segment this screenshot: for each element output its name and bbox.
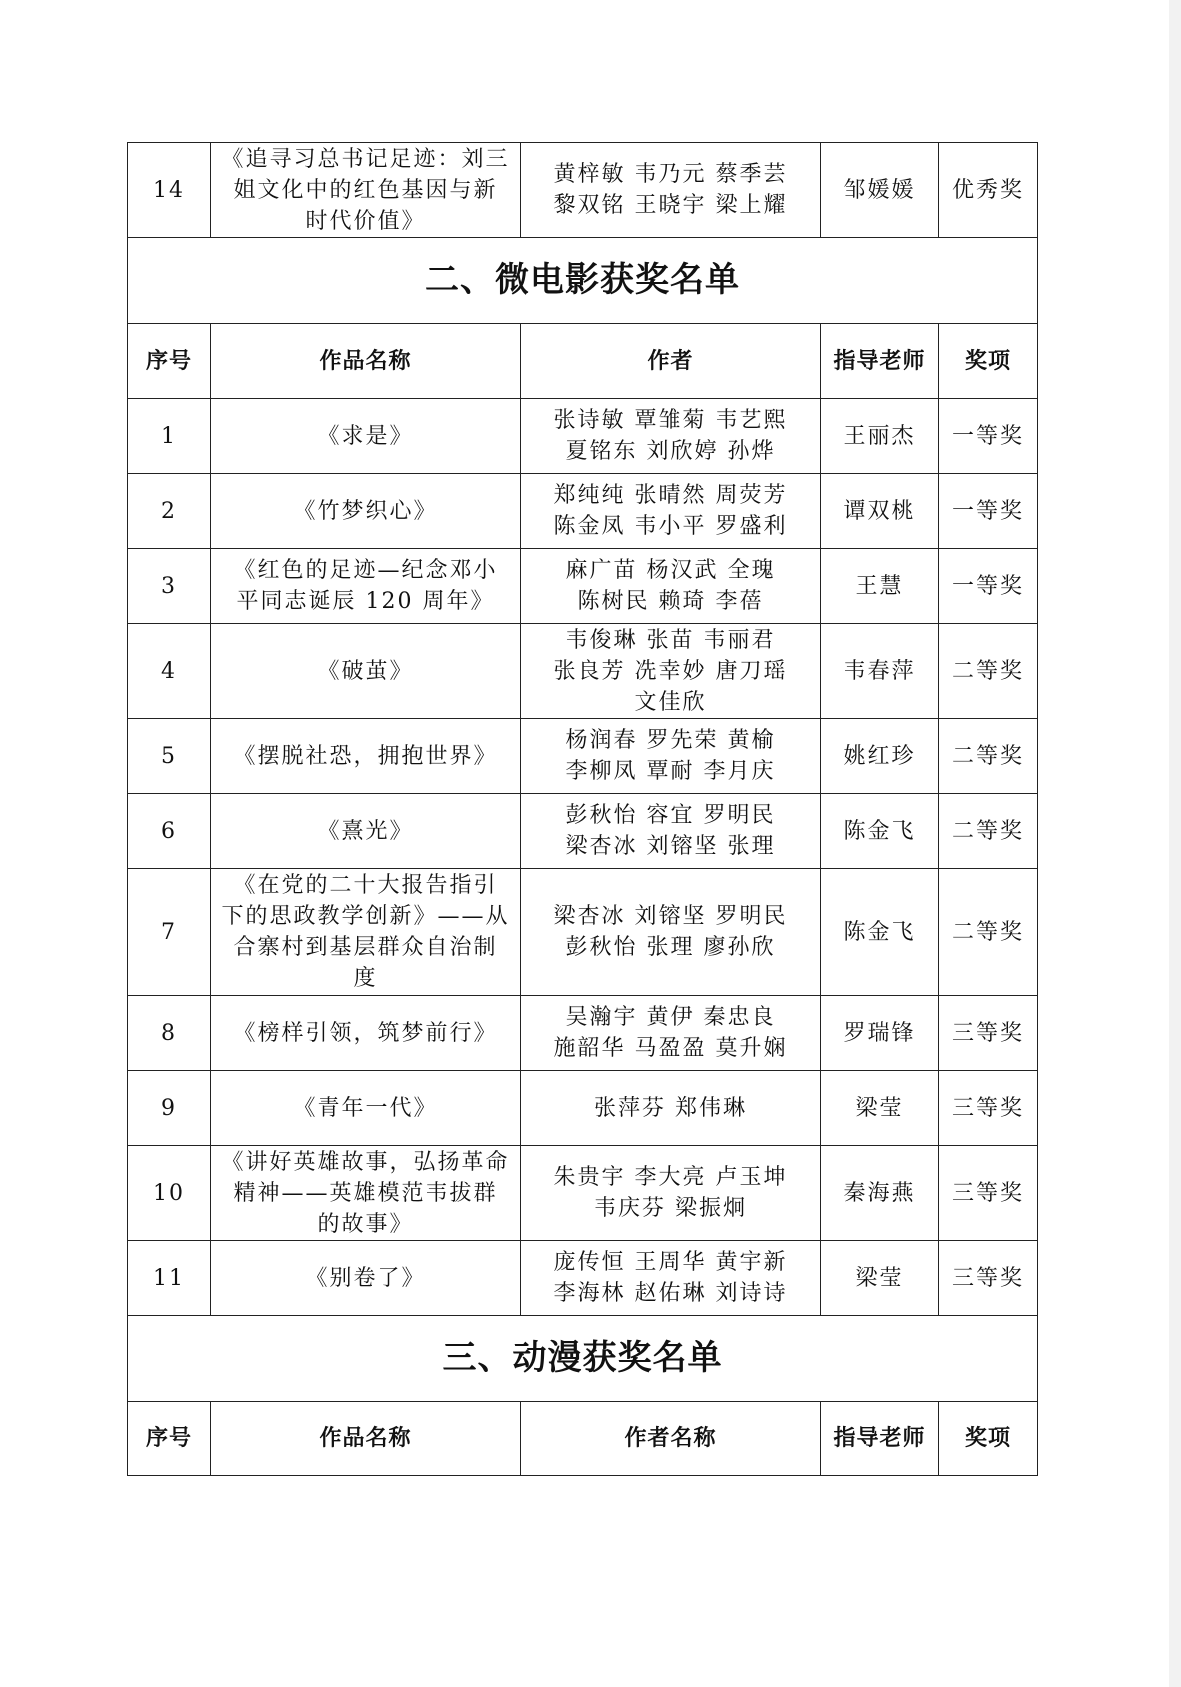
authors-line: 陈金凤 韦小平 罗盛利 [553, 514, 788, 539]
row-number: 14 [128, 143, 211, 238]
row-number: 3 [128, 549, 211, 624]
authors-line: 张诗敏 覃雏菊 韦艺熙 [553, 408, 788, 433]
authors-line: 张良芳 冼幸妙 唐刀瑶 [553, 658, 788, 684]
award-level: 三等奖 [939, 1146, 1038, 1241]
advisor: 韦春萍 [821, 624, 939, 719]
authors-line: 郑纯纯 张晴然 周荧芳 [553, 483, 788, 508]
authors-line: 庞传恒 王周华 黄宇新 [553, 1250, 788, 1275]
work-title-line: 姐文化中的红色基因与新 [233, 177, 498, 203]
header-award: 奖项 [939, 1402, 1038, 1476]
authors [521, 869, 821, 996]
work-title [211, 869, 521, 996]
header-work-title: 作品名称 [211, 324, 521, 399]
header-authors: 作者 [521, 324, 821, 399]
authors-line: 彭秋怡 张理 廖孙欣 [565, 935, 776, 960]
authors-line: 施韶华 马盈盈 莫升娴 [553, 1036, 788, 1061]
authors-line: 吴瀚宇 黄伊 秦忠良 [565, 1005, 776, 1030]
work-title-line: 《破茧》 [317, 658, 414, 684]
advisor: 陈金飞 [821, 869, 939, 996]
authors-line: 麻广苗 杨汉武 全瑰 [565, 558, 776, 583]
page-margin [1169, 0, 1181, 1687]
award-level: 三等奖 [939, 1241, 1038, 1316]
work-title-line: 合寨村到基层群众自治制 [233, 935, 498, 960]
header-work-title: 作品名称 [211, 1402, 521, 1476]
authors-line: 陈树民 赖琦 李蓓 [577, 589, 764, 614]
advisor: 姚红珍 [821, 719, 939, 794]
authors-line: 彭秋怡 容宜 罗明民 [565, 803, 776, 828]
header-row [128, 1402, 1038, 1476]
advisor: 陈金飞 [821, 794, 939, 869]
advisor: 王丽杰 [821, 399, 939, 474]
work-title-line: 《红色的足迹—纪念邓小 [233, 558, 498, 583]
work-title [211, 1241, 521, 1316]
work-title [211, 996, 521, 1071]
table-row [128, 399, 1038, 474]
work-title [211, 719, 521, 794]
header-advisor: 指导老师 [821, 324, 939, 399]
work-title-line: 《在党的二十大报告指引 [233, 873, 498, 898]
authors [521, 474, 821, 549]
work-title [211, 624, 521, 719]
row-number: 6 [128, 794, 211, 869]
work-title [211, 794, 521, 869]
authors [521, 1146, 821, 1241]
work-title-line: 《追寻习总书记足迹：刘三 [221, 146, 510, 172]
award-level: 三等奖 [939, 1071, 1038, 1146]
authors [521, 996, 821, 1071]
row-number: 11 [128, 1241, 211, 1316]
awards-table [127, 142, 1038, 1476]
work-title-line: 《榜样引领，筑梦前行》 [233, 1020, 498, 1046]
table-row [128, 869, 1038, 996]
section-heading-row [128, 1316, 1038, 1402]
award-level: 二等奖 [939, 624, 1038, 719]
section-heading-row [128, 238, 1038, 324]
row-number: 7 [128, 869, 211, 996]
table-row [128, 719, 1038, 794]
work-title-line: 《青年一代》 [293, 1095, 438, 1121]
header-row [128, 324, 1038, 399]
header-advisor: 指导老师 [821, 1402, 939, 1476]
award-level: 二等奖 [939, 794, 1038, 869]
advisor: 秦海燕 [821, 1146, 939, 1241]
authors-line: 杨润春 罗先荣 黄榆 [565, 728, 776, 753]
advisor: 谭双桃 [821, 474, 939, 549]
row-number: 9 [128, 1071, 211, 1146]
authors-line: 韦庆芬 梁振炯 [594, 1196, 747, 1221]
authors [521, 1241, 821, 1316]
work-title-line: 《别卷了》 [305, 1265, 426, 1291]
advisor: 梁莹 [821, 1071, 939, 1146]
award-level: 三等奖 [939, 996, 1038, 1071]
authors [521, 1071, 821, 1146]
header-author-names: 作者名称 [521, 1402, 821, 1476]
work-title [211, 399, 521, 474]
work-title [211, 1071, 521, 1146]
table-row [128, 996, 1038, 1071]
work-title-line: 时代价值》 [305, 208, 426, 234]
award-level: 一等奖 [939, 399, 1038, 474]
work-title-line: 《熹光》 [317, 818, 414, 844]
table-row [128, 624, 1038, 719]
award-level: 二等奖 [939, 869, 1038, 996]
work-title-line: 精神——英雄模范韦拔群 [233, 1180, 498, 1206]
authors-line: 韦俊琳 张苗 韦丽君 [565, 627, 776, 653]
authors-line: 李柳凤 覃耐 李月庆 [565, 759, 776, 784]
work-title-line: 平同志诞辰 120 周年》 [236, 589, 495, 614]
authors [521, 143, 821, 238]
authors [521, 399, 821, 474]
section-title-animation: 三、动漫获奖名单 [128, 1316, 1038, 1402]
authors-line: 朱贵宇 李大亮 卢玉坤 [553, 1165, 788, 1190]
authors-line: 夏铭东 刘欣婷 孙烨 [565, 439, 776, 464]
table-row [128, 549, 1038, 624]
work-title [211, 1146, 521, 1241]
authors [521, 624, 821, 719]
authors-line: 黎双铭 王晓宇 梁上耀 [553, 193, 788, 218]
authors-line: 张萍芬 郑伟琳 [594, 1095, 747, 1121]
row-number: 5 [128, 719, 211, 794]
work-title-line: 《求是》 [317, 423, 414, 449]
header-number: 序号 [128, 324, 211, 399]
work-title-line: 《竹梦织心》 [293, 498, 438, 524]
authors [521, 794, 821, 869]
table-row [128, 794, 1038, 869]
authors-line: 李海林 赵佑琳 刘诗诗 [553, 1281, 788, 1306]
work-title [211, 143, 521, 238]
row-number: 8 [128, 996, 211, 1071]
row-number: 1 [128, 399, 211, 474]
award-level: 二等奖 [939, 719, 1038, 794]
work-title-line: 的故事》 [317, 1211, 414, 1237]
advisor: 王慧 [821, 549, 939, 624]
work-title-line: 度 [353, 966, 378, 991]
table-row [128, 143, 1038, 238]
row-number: 4 [128, 624, 211, 719]
work-title [211, 549, 521, 624]
authors-line: 梁杏冰 刘镕坚 罗明民 [553, 904, 788, 929]
header-award: 奖项 [939, 324, 1038, 399]
table-row [128, 1146, 1038, 1241]
table-row [128, 474, 1038, 549]
authors [521, 719, 821, 794]
authors [521, 549, 821, 624]
row-number: 2 [128, 474, 211, 549]
table-row [128, 1071, 1038, 1146]
authors-line: 黄梓敏 韦乃元 蔡季芸 [553, 162, 788, 187]
header-number: 序号 [128, 1402, 211, 1476]
work-title-line: 《讲好英雄故事，弘扬革命 [221, 1149, 510, 1175]
table-row [128, 1241, 1038, 1316]
award-level: 一等奖 [939, 549, 1038, 624]
award-level: 一等奖 [939, 474, 1038, 549]
advisor: 邹媛媛 [821, 143, 939, 238]
section-title-micro-film: 二、微电影获奖名单 [128, 238, 1038, 324]
authors-line: 文佳欣 [634, 689, 707, 715]
work-title [211, 474, 521, 549]
award-level: 优秀奖 [939, 143, 1038, 238]
authors-line: 梁杏冰 刘镕坚 张理 [565, 834, 776, 859]
advisor: 梁莹 [821, 1241, 939, 1316]
advisor: 罗瑞锋 [821, 996, 939, 1071]
work-title-line: 《摆脱社恐，拥抱世界》 [233, 743, 498, 769]
row-number: 10 [128, 1146, 211, 1241]
work-title-line: 下的思政教学创新》——从 [221, 904, 510, 929]
